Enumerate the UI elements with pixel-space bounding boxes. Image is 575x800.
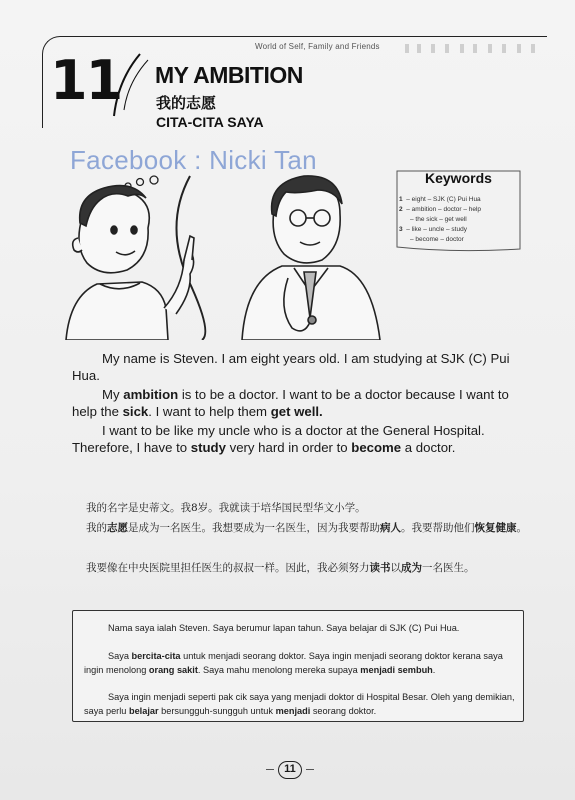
chapter-number: 11 [50,49,122,112]
watermark-text: Facebook : Nicki Tan [70,145,317,175]
english-paragraph-1: My name is Steven. I am eight years old. I am studying at SJK (C) Pui Hua. [72,351,510,383]
doctor-figure [242,176,380,340]
page-number: 11 [278,761,302,779]
keyword-line: – become – doctor [410,236,464,243]
keyword-become: become [351,440,402,455]
series-title: World of Self, Family and Friends [255,42,380,51]
chinese-paragraph-3: 我要像在中央医院里担任医生的叔叔一样。因此，我必须努力读书以成为一名医生。 [86,562,475,574]
keyword-line: 2 – ambition – doctor – help [399,206,482,213]
keyword-line: 3 – like – uncle – study [399,226,467,233]
keyword-line: 1 – eight – SJK (C) Pui Hua [399,196,481,203]
chinese-paragraph-1: 我的名字是史蒂文。我8岁。我就读于培华国民型华文小学。 [86,502,366,514]
keyword-ambition: ambition [123,387,179,402]
page-number-decoration [306,769,314,770]
chinese-paragraph-2: 我的志愿是成为一名医生。我想要成为一名医生，因为我要帮助病人。我要帮助他们恢复健康。 [86,522,527,534]
chapter-swoosh [110,50,150,120]
boy-figure [66,186,194,340]
illustration-boy-and-doctor [42,168,387,340]
keyword-get-well: get well. [270,404,323,419]
keywords-title: Keywords [425,170,492,186]
malay-paragraph-3: Saya ingin menjadi seperti pak cik saya yang menjadi doktor di Hospital Besar. Oleh yang demikian, saya perlu belajar bersungguh-sungguh untuk menjadi seorang doktor. [84,692,515,716]
page-title-chinese: 我的志愿 [156,94,217,112]
keyword-sick: sick [122,404,149,419]
malay-paragraph-1: Nama saya ialah Steven. Saya berumur lapan tahun. Saya belajar di SJK (C) Pui Hua. [108,623,460,633]
page-number-decoration [266,769,274,770]
malay-paragraph-2: Saya bercita-cita untuk menjadi seorang doktor. Saya ingin menjadi seorang doktor kerana saya ingin menolong orang sakit. Saya mahu menolong mereka supaya menjadi sembuh. [84,651,503,675]
page-title: MY AMBITION [155,62,303,88]
keyword-study: study [190,440,226,455]
english-paragraph-2: My ambition is to be a doctor. I want to be a doctor because I want to help the sick. I want to help them get well. [72,387,509,419]
keyword-line: – the sick – get well [410,216,467,223]
header-decoration [405,44,545,54]
english-paragraph-3: I want to be like my uncle who is a doctor at the General Hospital. Therefore, I have to study very hard in order to become a doctor. [72,423,485,455]
page-title-malay: CITA-CITA SAYA [156,114,264,130]
